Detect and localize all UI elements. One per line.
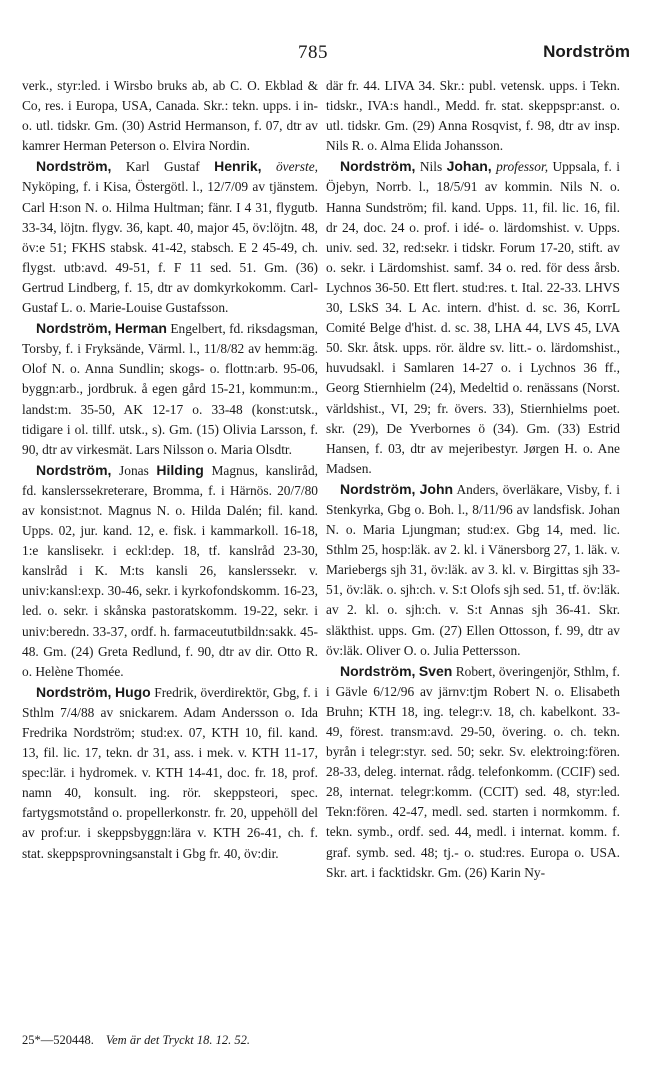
- entry-surname: Nordström,: [36, 320, 112, 337]
- entry-given-name: John: [419, 480, 454, 497]
- entry-given-name: Henrik,: [214, 158, 262, 175]
- running-head: Nordström: [543, 42, 630, 61]
- entry-herman: [22, 318, 318, 460]
- entry-text: Engelbert, fd. riksdagsman, Torsby, f. i Fryksände, Värml. l., 11/8/82 av hemm:äg. Olof N. o. Anna Sundlin; skogs- o. flottn:arb. 95-06, byggn:arb., jordbruk. å egen gård 15-21, kommun:m., landst:m. 35-50, AK 12-17 o. 33-48 (konst:utsk., tidigare i ol. tillf. utsk., s). Gm. (15) Olivia Larsson, f. 90, dtr av virkesmät. Lars Nilsson o. Maria Olsdtr.: [22, 321, 318, 457]
- entry-john: [326, 479, 620, 661]
- entry-given-name: Sven: [418, 662, 453, 679]
- entry-given-name: Hugo: [114, 683, 151, 700]
- printer-signature: 25*—520448.: [22, 1033, 94, 1047]
- entry-given-name: Herman: [114, 320, 167, 337]
- entry-pre: Nils: [415, 159, 447, 175]
- page-number: 785: [298, 42, 328, 63]
- entry-text: Nyköping, f. i Kisa, Östergötl. l., 12/7/09 av tjänstem. Carl H:son N. o. Hilma Hultman; fänr. I 4 31, flygutb. 33-34, löjtn. flygv. 36, kapt. 40, major 45, öv:löjtn. 48, öv:e 51; FKHS stabsk. 41-42, stabsch. E 2 45-49, ch. flygst. utb:avd. 49-51, f. F 11 sed. 51. Gm. (36) Gertrud Lindberg, f. 15, dtr av domkyrkokomm. Carl-Gustaf L. o. Marie-Louise Gustafsson.: [22, 179, 318, 316]
- entry-continuation: [22, 76, 318, 156]
- entry-surname: Nordström,: [36, 461, 112, 478]
- entry-hilding: [22, 460, 318, 682]
- print-note: Vem är det Tryckt 18. 12. 52.: [105, 1033, 250, 1047]
- entry-text: där fr. 44. LIVA 34. Skr.: publ. vetensk. upps. i Tekn. tidskr., IVA:s handl., Medd. fr. stat. skeppspr:anst. o. utl. tidskr. Gm. (29) Anna Rosqvist, f. 98, dtr av insp. Nils R. o. Alma Elida Johansson.: [326, 78, 620, 154]
- page-footer: [22, 1033, 250, 1048]
- entry-surname: Nordström,: [36, 683, 112, 700]
- left-column: [22, 76, 318, 864]
- entry-pre: Jonas: [111, 462, 157, 478]
- entry-text: Anders, överläkare, Visby, f. i Stenkyrka, Gbg o. Boh. l., 8/11/96 av landsfisk. Johan N. o. Maria Ljungman; stud:ex. Gbg 14, med. lic. Sthlm 25, hosp:läk. av 2. kl. i Vänersborg 27, 1. läk. v. Mariebergs sjh 31, öv:läk. av 3. kl. v. Birgittas sjh 33-51, öv:läk. o. sjh:ch. v. S:t Olofs sjh sed. 51, tf. öv:läk. av 2. kl. o. sjh:ch. v. S:t Annas sjh 36-41. Skr. släkthist. upps. Gm. (27) Ellen Ottosson, f. 99, dtr av öv:läk. Oliver O. o. Julia Pettersson.: [326, 481, 620, 658]
- page-header: [0, 38, 664, 66]
- entry-sven: [326, 661, 620, 883]
- entry-hugo: [22, 682, 318, 864]
- entry-pre: Karl Gustaf: [111, 159, 215, 175]
- entry-surname: Nordström,: [340, 662, 416, 679]
- entry-title: överste,: [261, 159, 318, 175]
- entry-text: verk., styr:led. i Wirsbo bruks ab, ab C. O. Ekblad & Co, res. i Europa, USA, Canada. Skr.: tekn. upps. i in- o. utl. tidskr. Gm. (30) Astrid Hermanson, f. 07, dtr av kamrer Herman Peterson o. Elvira Nordin.: [22, 78, 318, 154]
- right-column: [326, 76, 620, 883]
- entry-title: professor,: [491, 159, 549, 175]
- entry-text: Uppsala, f. i Öjebyn, Norrb. l., 18/5/91 av kommin. Nils N. o. Hanna Sundström; fil. kand. Upps. 11, fil. lic. 16, fil. dr 24, doc. 24 o. prof. i idé- o. lärdomshist. v. Upps. univ. sed. 32, red:sekr. i tidskr. Forum 17-20, stift. av o. sekr. i Lärdomshist. samf. 34 o. red. för dess årsb. Lychnos 36-50. Ett flert. stud:res. t. Ital. 22-33. LHVS 30, LSkS 34. L Ac. intern. d'hist. d. sc. 36, KorrL Comité Belge d'hist. d. sc. 38, LHA 44, LVS 45, LVA 50. Skr. åtsk. upps. rör. äldre sv. litt.- o. lärdomshist., huvudsakl. i Samlaren 14-27 o. i Lychnos 36 ff., Georg Stiernhielm (24), Medeltid o. renässans (Norst. världshist., VI, 29; fr. övers. 33), Stiernhielms poet. skr. (29), De Yverbornes ö (34). Gm. (33) Estrid Hansen, f. 03, dtr av mejeribestyr. Jørgen H. o. Ane Madsen.: [326, 159, 620, 476]
- entry-surname: Nordström,: [36, 158, 112, 175]
- entry-surname: Nordström,: [340, 158, 416, 175]
- entry-text: Fredrik, överdirektör, Gbg, f. i Sthlm 7/4/88 av snickarem. Adam Andersson o. Ida Fredrika Nordström; stud:ex. 07, KTH 10, fil. kand. 13, fil. lic. 17, tekn. dr 31, ass. i mek. v. KTH 11-17, spec:lär. i hydromek. v. KTH 14-41, doc. fr. 18, prof. namn 40, konsult. ing. rör. skeppsteori, spec. fartygsmotstånd o. propellerkonstr. fr. 20, uppehöll del av prof:ur. i skeppsbyggn:lära v. KTH 26-41, ch. f. stat. skeppsprovningsanstalt i Gbg fr. 40, öv:dir.: [22, 684, 318, 861]
- entry-text: Robert, överingenjör, Sthlm, f. i Gävle 6/12/96 av järnv:tjm Robert N. o. Elisabeth Bruhn; KTH 18, ing. telegr:v. 18, ch. kabelkont. 33-49, förest. transm:avd. 29-50, övering. o. ch. tekn. byrån i telegr:styr. sed. 50; sekr. Sv. elektroing:fören. 28-33, deleg. internat. rådg. telefonkomm. (CCIF) sed. 28, internat. telegr:komm. (CCIT) sed. 48, styr:led. Tekn:fören. 42-47, medl. sed. starten i normkomm. f. tekn. symb., ordf. sed. 44, medl. i internat. komm. f. graf. symb. sed. 48; tj.- o. stud:res. Europa o. USA. Skr. art. i facktidskr. Gm. (26) Karin Ny-: [326, 663, 620, 880]
- entry-text: Magnus, kansliråd, fd. kanslerssekreterare, Bromma, f. i Härnös. 20/7/80 av konsist:not. Magnus N. o. Hilda Dalén; fil. kand. Upps. 02, jur. kand. 12, e. fisk. i kammarkoll. 16-18, 1:e kanslisekr. i eckl:dep. 18, tf. kanslråd 23-30, kanslråd i K. M:ts kansli 26, kanslerssekr. v. univ:kansl:exp. 30-46, sekr. i kyrkofondskomm. 16-23, led. o. sekr. i skånska pastoratskomm. 19-22, sekr. i univ:beredn. 33-37, ordf. h. farmaceututbildn:sakk. 45-48. Gm. (24) Greta Redlund, f. 90, dtr av dir. Otto R. o. Helène Thomée.: [22, 462, 318, 679]
- entry-continuation: [326, 76, 620, 156]
- entry-surname: Nordström,: [340, 480, 416, 497]
- entry-johan: [326, 156, 620, 479]
- entry-henrik: [22, 156, 318, 318]
- entry-given-name: Johan,: [446, 158, 492, 175]
- entry-given-name: Hilding: [156, 461, 204, 478]
